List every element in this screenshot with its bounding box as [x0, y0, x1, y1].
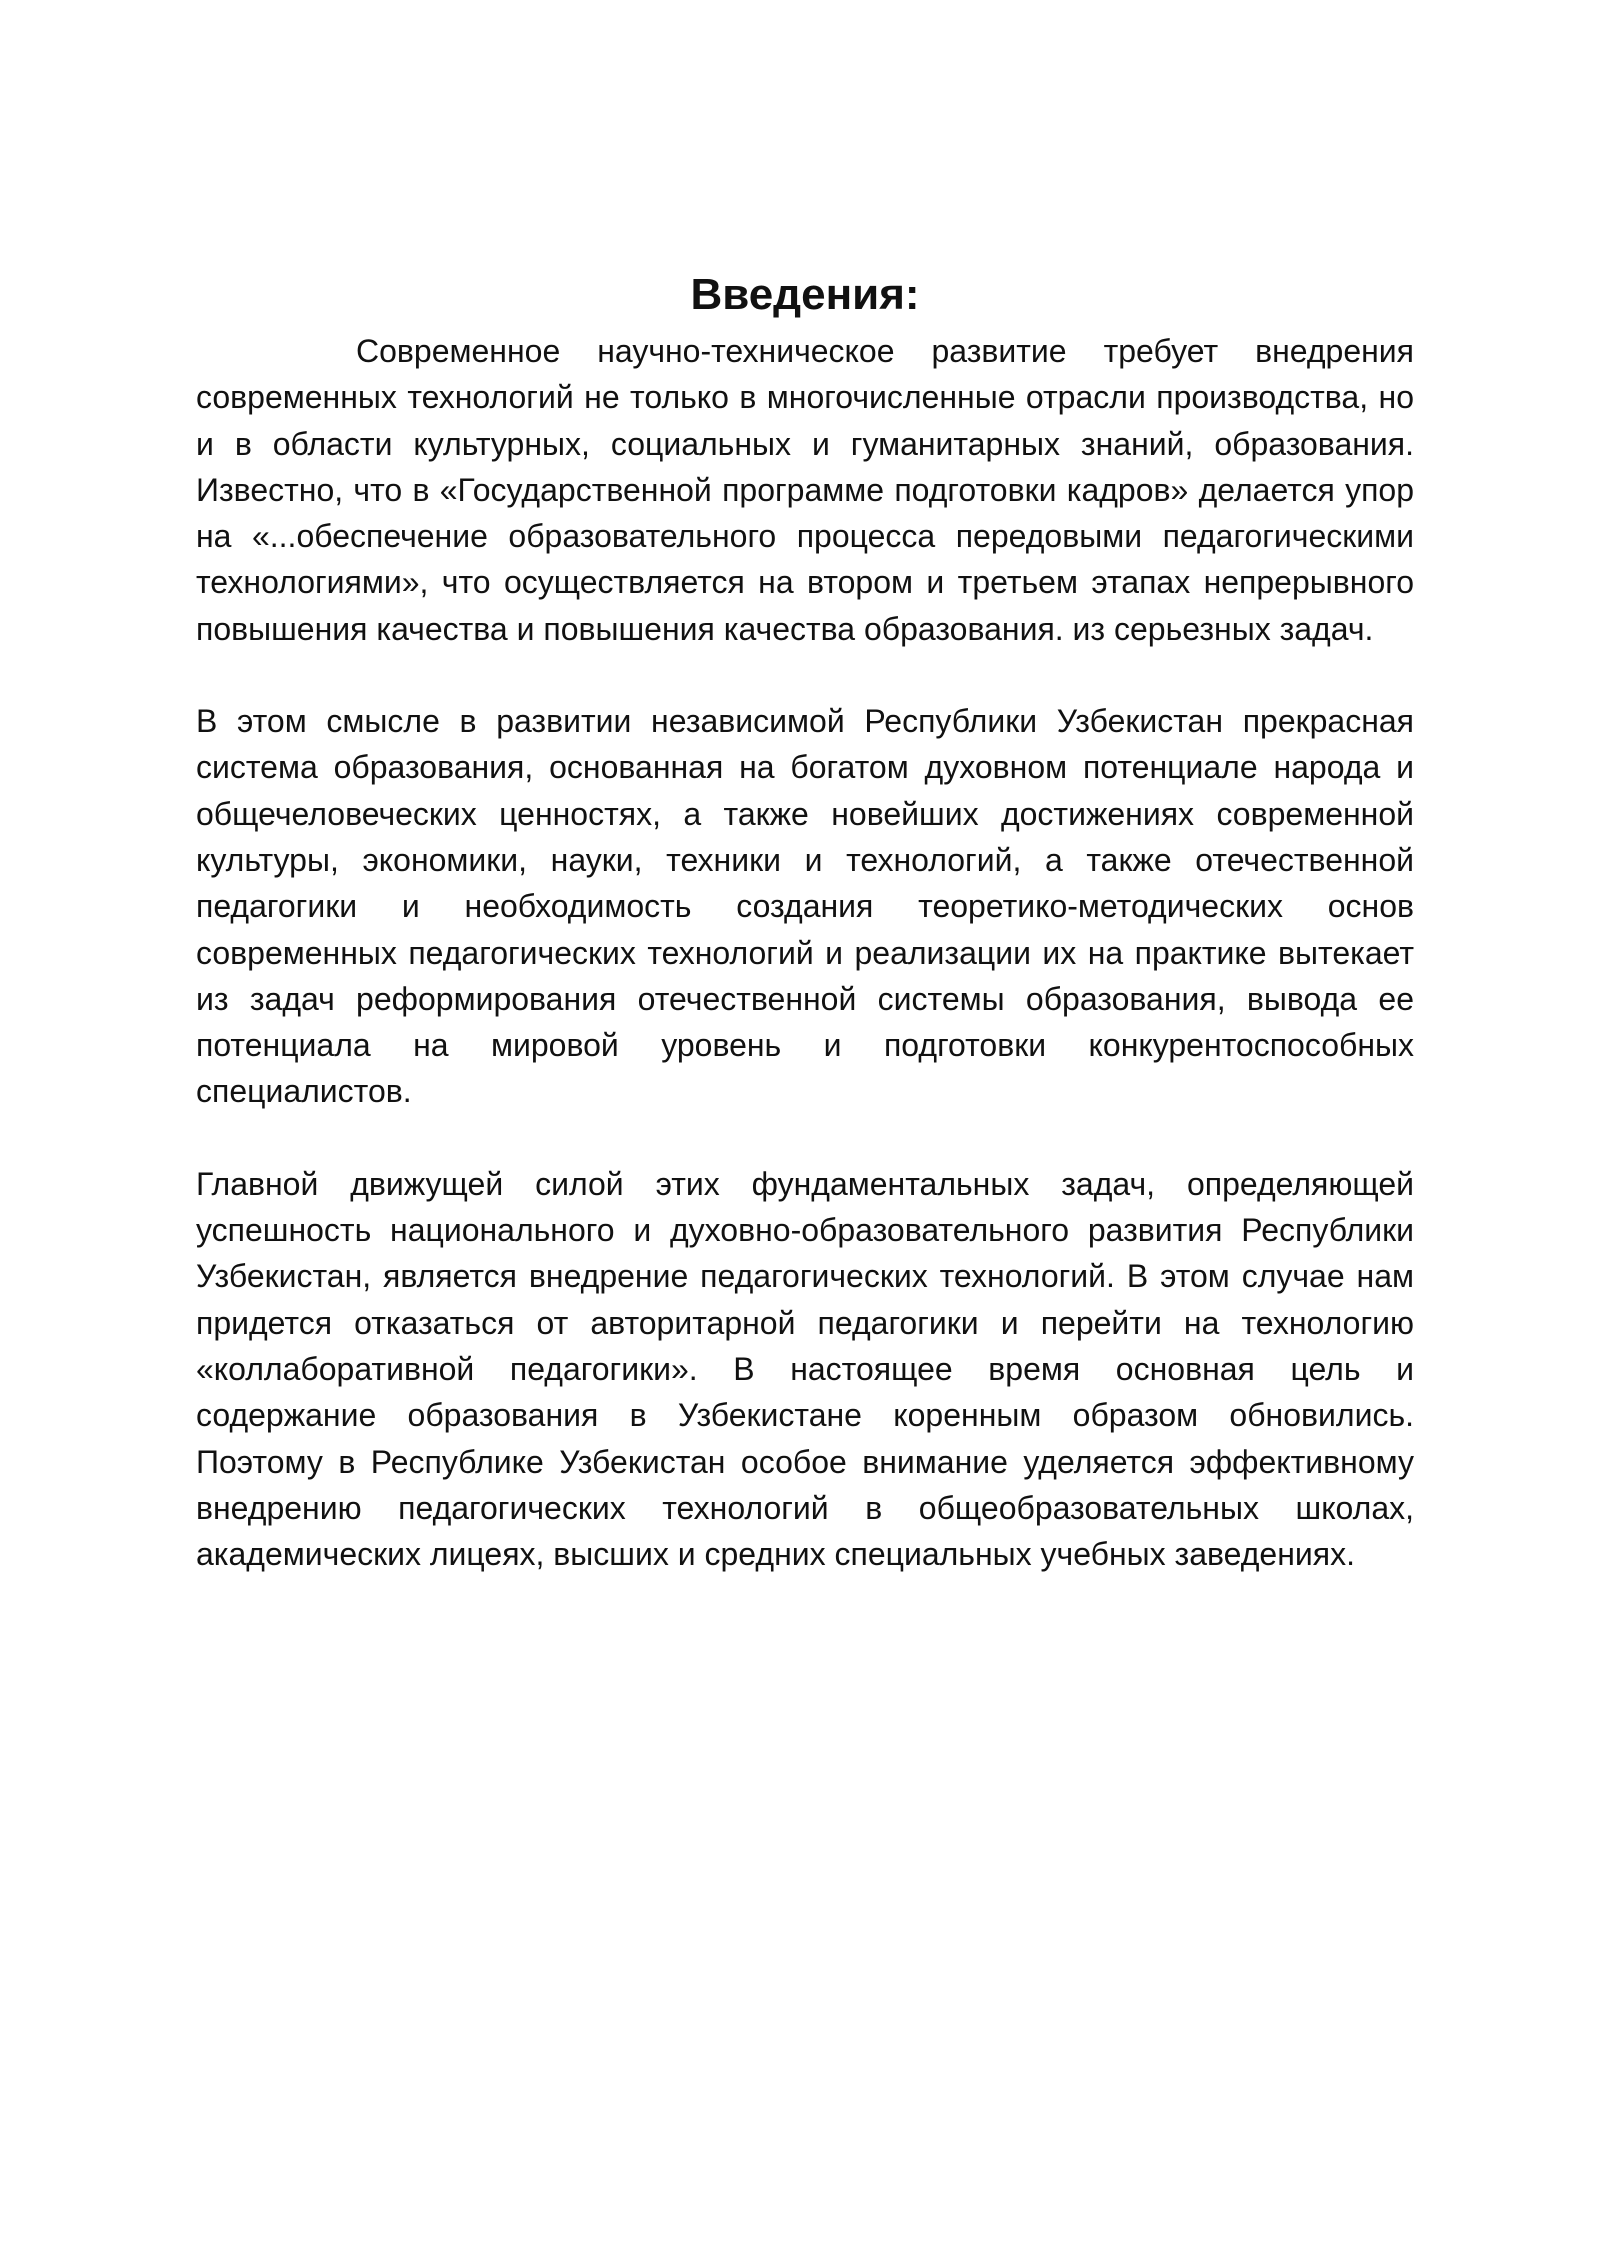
paragraph-education-system: В этом смысле в развитии независимой Республики Узбекистан прекрасная система образования, основанная на богатом духовном потенциале народа и общечеловеческих ценностях, а также новейших достижениях современной культуры, экономики, науки, техники и технологий, а также отечественной педагогики и необходимость создания теоретико-методических основ современных педагогических технологий и реализации их на практике вытекает из задач реформирования отечественной системы образования, вывода ее потенциала на мировой уровень и подготовки конкурентоспособных специалистов.	[196, 703, 1414, 1110]
paragraph-driving-force: Главной движущей силой этих фундаментальных задач, определяющей успешность национального и духовно-образовательного развития Республики Узбекистан, является внедрение педагогических технологий. В этом случае нам придется отказаться от авторитарной педагогики и перейти на технологию «коллаборативной педагогики». В настоящее время основная цель и содержание образования в Узбекистане коренным образом обновились. Поэтому в Республике Узбекистан особое внимание уделяется эффективному внедрению педагогических технологий в общеобразовательных школах, академических лицеях, высших и средних специальных учебных заведениях.	[196, 1165, 1414, 1573]
document-body	[196, 262, 1414, 1577]
document-title: Введения:	[690, 270, 920, 319]
paragraph-intro: Современное научно-техническое развитие требует внедрения современных технологий не только в многочисленные отрасли производства, но и в области культурных, социальных и гуманитарных знаний, образования. Известно, что в «Государственной программе подготовки кадров» делается упор на «...обеспечение образовательного процесса передовыми педагогическими технологиями», что осуществляется на втором и третьем этапах непрерывного повышения качества и повышения качества образования. из серьезных задач.	[196, 333, 1414, 647]
